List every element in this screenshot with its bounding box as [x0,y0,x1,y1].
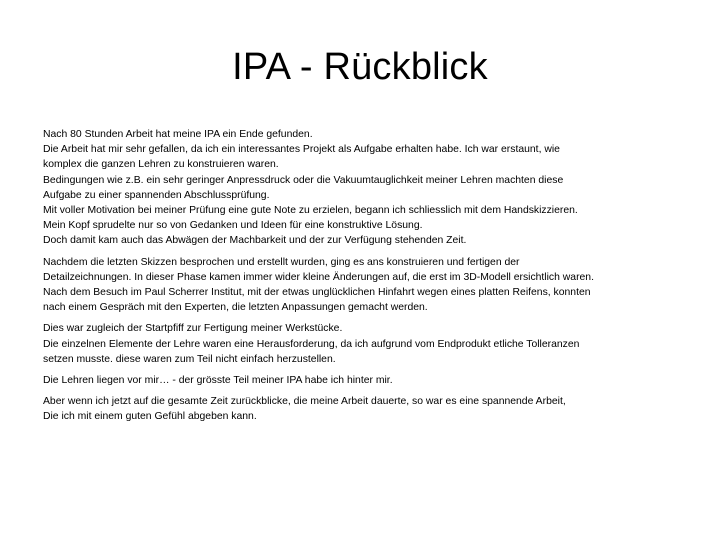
text-line: Nach dem Besuch im Paul Scherrer Institut, mit der etwas unglücklichen Hinfahrt wegen eines platten Reifens, konnten [43,287,591,299]
text-line: komplex die ganzen Lehren zu konstruieren waren. [43,159,279,171]
text-line: nach einem Gespräch mit den Experten, die letzten Anpassungen gemacht werden. [43,302,428,314]
paragraph-ipa-intro [43,127,693,249]
text-line: Die einzelnen Elemente der Lehre waren eine Herausforderung, da ich aufgrund vom Endprodukt etliche Tolleranzen [43,338,580,350]
slide-body [43,127,693,431]
text-line: Die ich mit einem guten Gefühl abgeben kann. [43,411,257,423]
text-line: Mein Kopf sprudelte nur so von Gedanken und Ideen für eine konstruktive Lösung. [43,220,423,232]
text-line: Die Lehren liegen vor mir… - der grösste Teil meiner IPA habe ich hinter mir. [43,375,393,387]
text-line: Detailzeichnungen. In dieser Phase kamen immer wider kleine Änderungen auf, die erst im 3D-Modell ersichtlich waren. [43,271,594,283]
text-line: Doch damit kam auch das Abwägen der Machbarkeit und der zur Verfügung stehenden Zeit. [43,235,467,247]
text-line: Aufgabe zu einer spannenden Abschlussprüfung. [43,189,270,201]
text-line: Nachdem die letzten Skizzen besprochen und erstellt wurden, ging es ans konstruieren und fertigen der [43,256,520,268]
text-line: Die Arbeit hat mir sehr gefallen, da ich ein interessantes Projekt als Aufgabe erhalten habe. Ich war erstaunt, wie [43,144,560,156]
slide-title: IPA - Rückblick [232,46,488,88]
paragraph-conclusion [43,394,693,424]
text-line: Nach 80 Stunden Arbeit hat meine IPA ein Ende gefunden. [43,129,313,140]
text-line: Dies war zugleich der Startpfiff zur Fertigung meiner Werkstücke. [43,323,343,335]
text-line: Aber wenn ich jetzt auf die gesamte Zeit zurückblicke, die meine Arbeit dauerte, so war es eine spannende Arbeit, [43,396,566,408]
text-line: setzen musste. diese waren zum Teil nicht einfach herzustellen. [43,353,336,365]
paragraph-construction [43,255,693,316]
text-line: Bedingungen wie z.B. ein sehr geringer Anpressdruck oder die Vakuumtauglichkeit meiner Lehren machten diese [43,174,564,186]
paragraph-fabrication [43,321,693,367]
text-line: Mit voller Motivation bei meiner Prüfung eine gute Note zu erzielen, begann ich schliesslich mit dem Handskizzieren. [43,205,578,217]
paragraph-result [43,373,693,388]
